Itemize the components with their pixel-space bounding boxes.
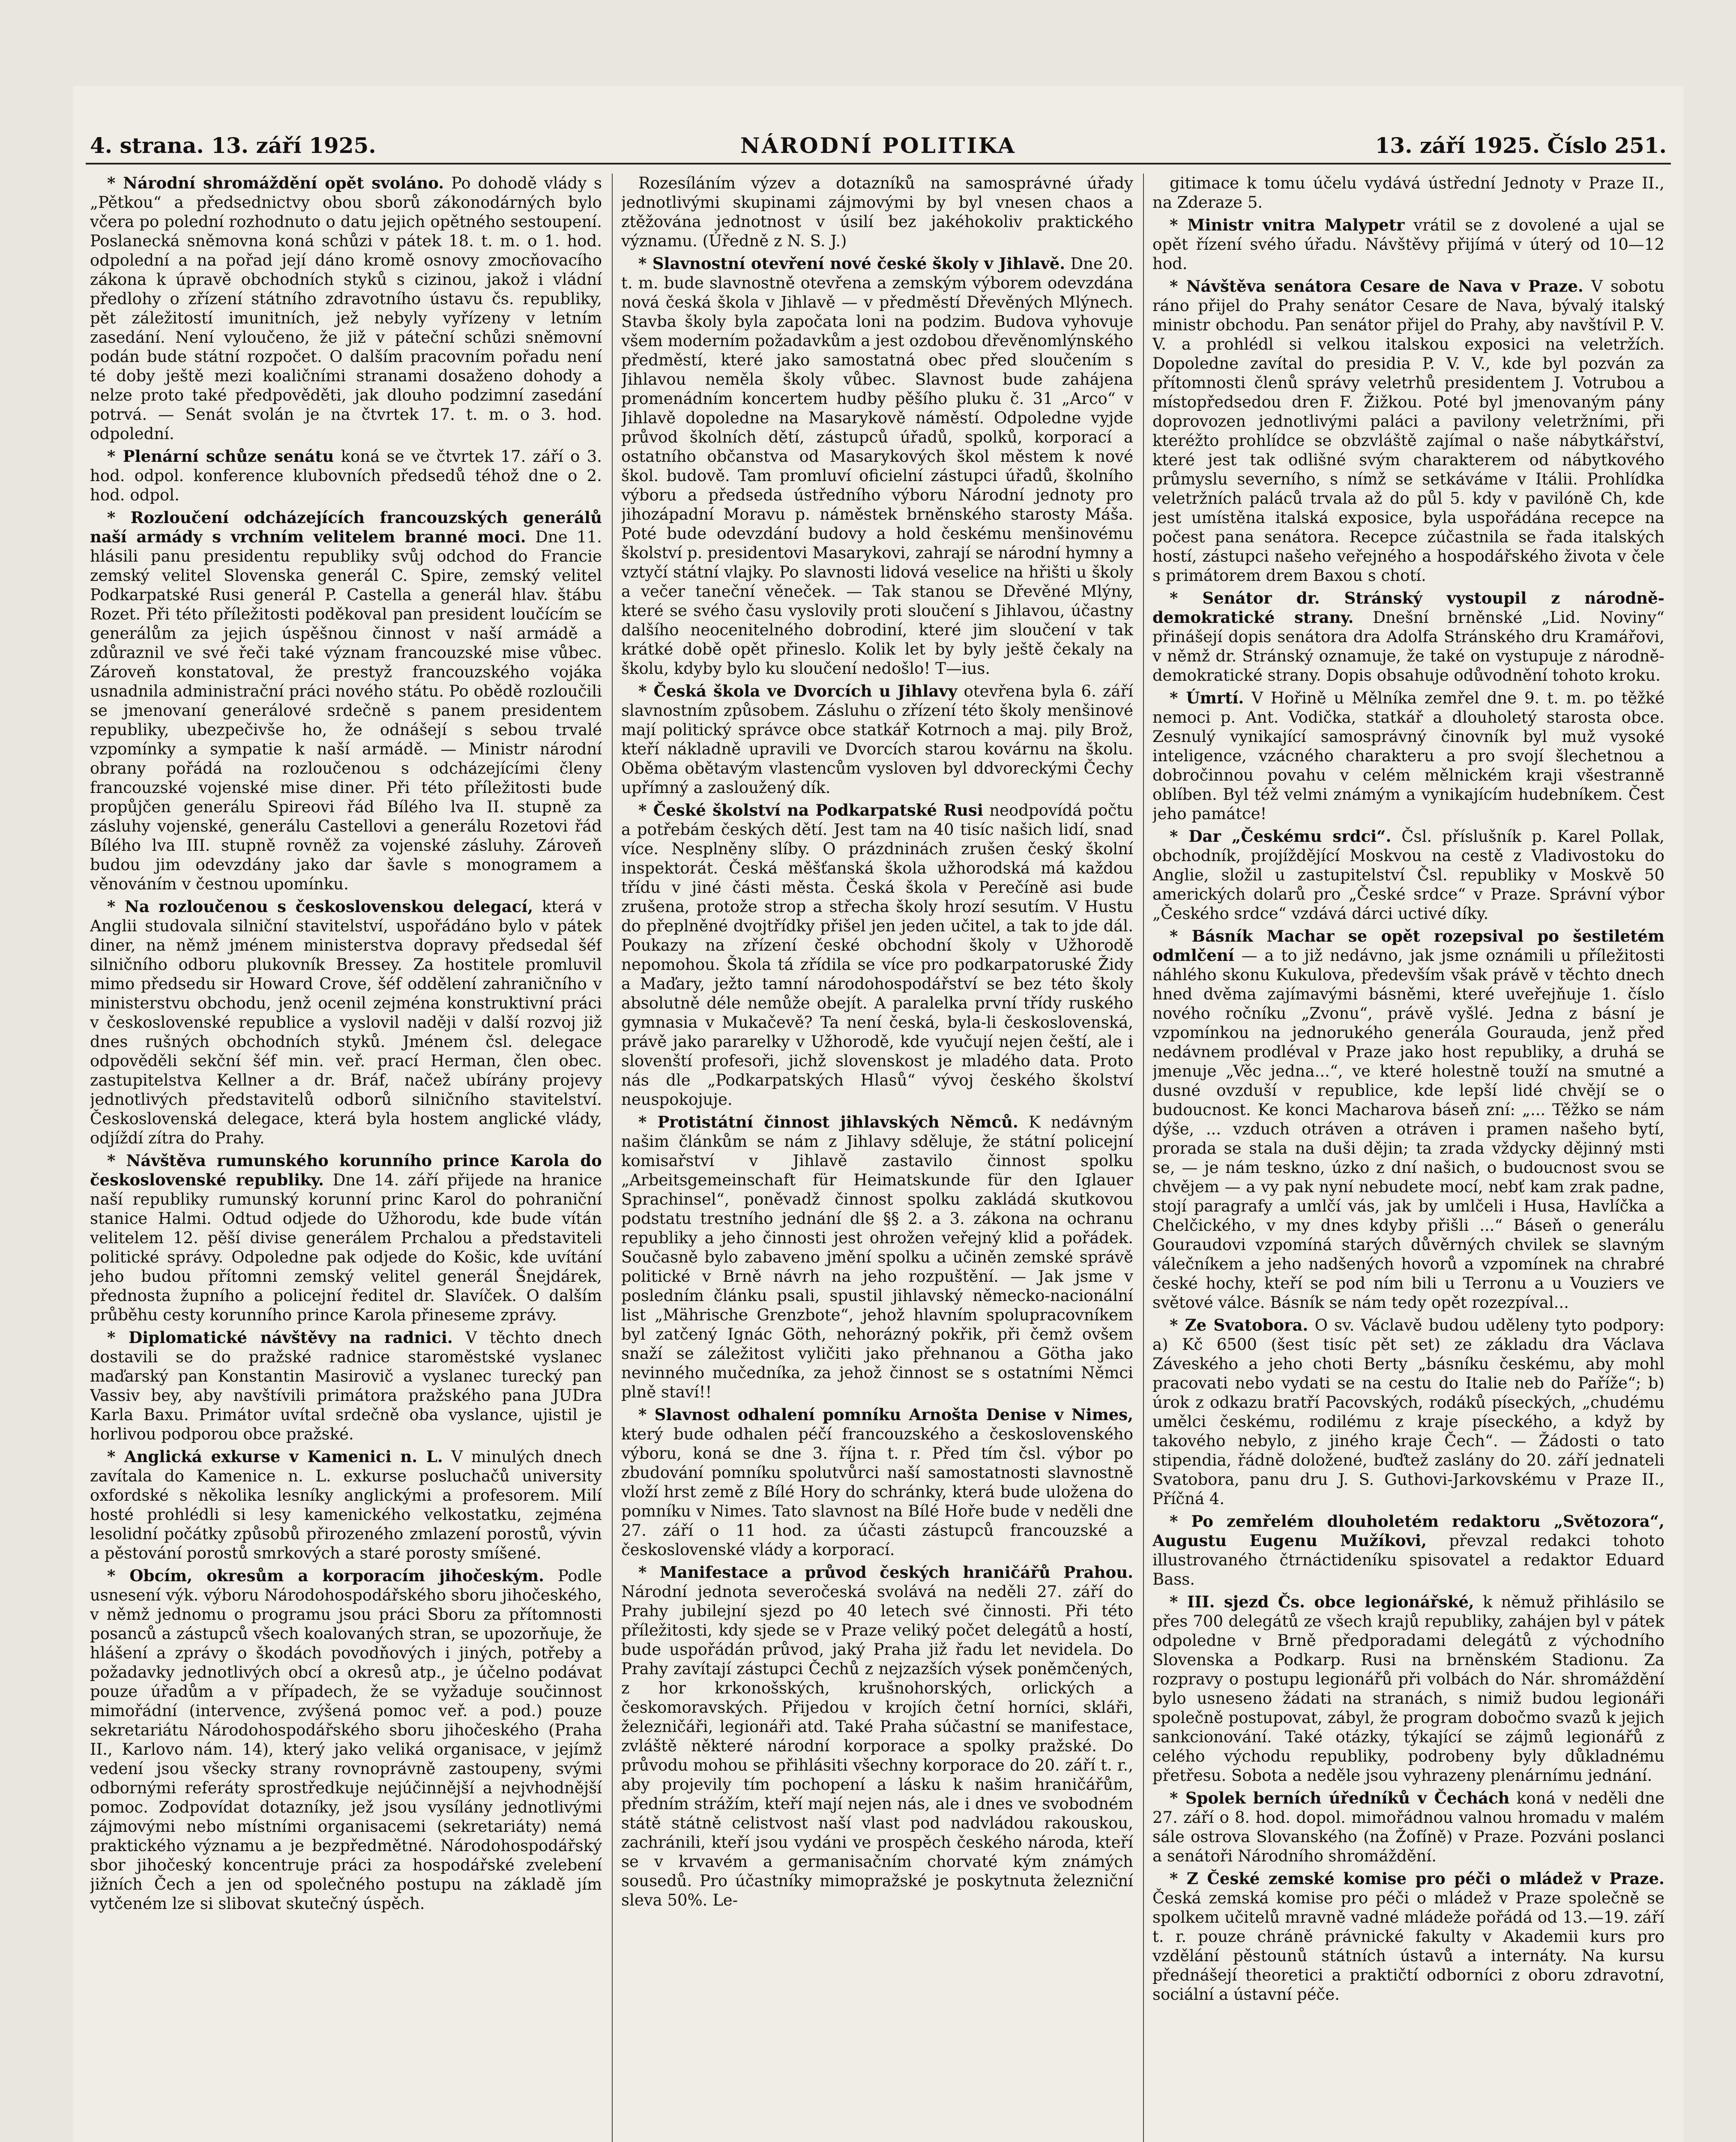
article-body: vrátil se z dovolené a ujal se opět řízení svého úřadu. Návštěvy přijímá v úterý od 10—12 hod. [1152,216,1664,273]
article [90,1566,602,1913]
article-body: který bude odhalen péčí francouzského a československého výboru, koná se dne 3. října t. r. Před tím čsl. výbor po zbudování pomníku spolutvůrci naší samostatnosti slavnostně vloží hrst země z Bílé Hory do schránky, která bude uložena do pomníku v Nimes. Tato slavnost na Bílé Hoře bude v neděli dne 27. září o 11 hod. za účasti zástupců francouzské a československé vlády a korporací. [621,1425,1133,1559]
article [1152,589,1664,685]
article-body: — a to již nedávno, jak jsme oznámili u příležitosti náhlého skonu Kukulova, především však právě v těchto dnech hned dvěma zajímavými básněmi, které uveřejňuje 1. číslo nového ročníku „Zvonu“, právě vyšlé. Jedna z básní je vzpomínkou na jednorukého generála Gourauda, jenž před nedávnem prodléval v Praze jako host republiky, a druhá se jmenuje „Věc jedna...“, ve které holestně touží na smutné a dusné ovzduší v republice, kde lepší lidé chvějí se o budoucnost. Ke konci Macharova báseň zní: „... Těžko se nám dýše, ... vzduch otráven a otráven i pramen našeho bytí, prorada se stala na duši dějin; ta zrada vždycky dějinný msti se, — je nám teskno, úzko z dní našich, o budoucnost svou se chvějem — a vy pak nyní nebudete mocí, nebť kam zrak padne, stojí paragrafy a umlčí vás, jak by umlčeli i Husa, Havlíčka a Chelčického, v my dnes kdyby přišli ...“ Báseň o generálu Gouraudovi vzpomíná starých důvěrných chvilek se slavným válečníkem a jeho nadšených hovorů a vzpomínek na chrabré české hochy, kteří se pod ním bili u Terronu a u Vouziers ve světové válce. Básník se nám tedy opět rozezpíval... [1152,946,1664,1312]
article-headline: * Anglická exkurse v Kamenici n. L. [107,1447,443,1466]
article [1152,688,1664,823]
newspaper-page [73,86,1684,2142]
article-headline: * Senátor dr. Stránský vystoupil z národně-demokratické strany. [1152,589,1664,627]
article [90,1151,602,1325]
article-body: k němuž přihlásilo se přes 700 delegátů ze všech krajů republiky, zahájen byl v pátek odpoledne v Brně předporadami delegátů z východního Slovenska a Podkarp. Rusi na brněnském Stadionu. Za rozpravy o postupu legionářů při volbách do Nár. shromáždění bylo usneseno žádati na stranách, s nimiž budou legionáři společně postupovat, zábyl, že program dobočmo svazů k jejich sankcionování. Také otázky, týkající se zájmů legionářů z celého východu republiky, podrobeny byly důkladnému přetřesu. Sobota a neděle jsou vyhrazeny plenárnímu jednání. [1152,1593,1664,1785]
article-headline: * Slavnost odhalení pomníku Arnošta Denise v Nimes, [638,1405,1133,1424]
article-headline: * Protistátní činnost jihlavských Němců. [638,1113,1018,1131]
article [621,1563,1133,1910]
article-body: Česká zemská komise pro péči o mládež v Praze společně se spolkem učitelů mravně vadné mládeže pořádá od 13.—19. září t. r. pouze chráně právnické fakulty v Akademii kurs pro vzdělání pěstounů státních ústavů a internáty. Na kursu přednášejí theoretici a praktičtí odborníci z oboru zdravotní, sociální a ústavní péče. [1152,1889,1664,2004]
article-body: V těchto dnech dostavili se do pražské radnice staroměstské vyslanec maďarský pan Konstantin Masirovič a vyslanec turecký pan Vassiv bey, aby navštívili primátora pražského pana JUDra Karla Baxu. Primátor uvítal srdečně oba vyslance, ujistil je horlivou podporou obce pražské. [90,1328,602,1443]
article [1152,1316,1664,1508]
article [1152,277,1664,585]
article-body: O sv. Václavě budou uděleny tyto podpory: a) Kč 6500 (šest tisíc pět set) ze základu dra Václava Záveského a jeho choti Berty „básníku českému, aby mohl pracovati nebo vydati se na cestu do Italie neb do Paříže“; b) úrok z odkazu bratří Pacovských, rodáků píseckých, „chudému umělci českému, rodilému z kraje píseckého, a když by takového nebylo, z jiného kraje Čech“. — Žádosti o tato stipendia, řádně doložené, buďtež zaslány do 20. září jednateli Svatobora, panu dru J. S. Guthovi-Jarkovskému v Praze II., Příčná 4. [1152,1316,1664,1508]
masthead [73,133,1684,167]
article-headline: * Z České zemské komise pro péči o mládež v Praze. [1170,1869,1664,1888]
article [1152,927,1664,1312]
article-body: V sobotu ráno přijel do Prahy senátor Cesare de Nava, bývalý italský ministr obchodu. Pan senátor přijel do Prahy, aby navštívil P. V. V. a prohlédl si velkou italskou exposici na veletržích. Dopoledne zavítal do presidia P. V. V., kde byl pozván za přítomnosti členů správy veletrhů presidentem J. Votrubou a místopředsedou dren F. Žižkou. Poté byl jmenovaným pány doprovozen jednotlivými paláci a pavilony veletržními, při kteréžto prohlídce se obzvláště zajímal o naše nábytkářství, které jest tak odlišné svým charakterem od nábytkového průmyslu severního, s nímž se setkáváme v Itálii. Prohlídka veletržních paláců trvala až do půl 5. kdy v pavilóně Ch, kde jest umístěna italská exposice, byla uspořádána recepce na počest pana senátora. Recepce zúčastnila se řada italských hostí, zástupci našeho veřejného a hospodářského života v čele s primátorem drem Baxou s chotí. [1152,277,1664,585]
article-body: Podle usnesení výk. výboru Národohospodářského sboru jihočeského, v němž jednomu o programu jsou práci Sboru za přítomnosti posanců a zástupců všech koalovaných stran, se upozorňuje, že hlášení a zprávy o škodách povodňových i jiných, potřeby a požadavky jednotlivých obcí a okresů atp., je účelno podávat pouze úřadům a v případech, že se vyžaduje součinnost mimořádní (intervence, zvýšená pomoc veř. a pod.) pouze sekretariátu Národohospodářského sboru jihočeského (Praha II., Karlovo nám. 14), který jako veliká organisace, v jejímž vedení jsou všecky strany rovnoprávně zastoupeny, svými odbornými referáty sprostředkuje nejúčinnější a nejvhodnější pomoc. Zodpovídat dotazníky, jež jsou vysílány jednotlivými zájmovými nebo místními organisacemi (sekretariáty) nemá praktického významu a je bezpředmětné. Národohospodářský sbor jihočeský koncentruje práci za hospodářské zvelebení jižních Čech a jen od společného postupu na základě jím vytčeném lze si slibovat skutečný úspěch. [90,1567,602,1913]
article-headline: * Úmrtí. [1170,688,1244,707]
article-headline: * Ze Svatobora. [1170,1316,1308,1334]
article-body: Dnešní brněnské „Lid. Noviny“ přinášejí dopis senátora dra Adolfa Stránského dru Kramářovi, v němž dr. Stránský oznamuje, že také on vystupuje z národně-demokratické strany. Dopis obsahuje odůvodnění tohoto kroku. [1152,608,1664,685]
article [90,174,602,443]
column-3 [1152,174,1664,2142]
article-body: K nedávným našim článkům se nám z Jihlavy sděluje, že státní policejní komisařství v Jihlavě zastavilo činnost spolku „Arbeitsgemeinschaft für Heimatskunde für den Iglauer Sprachinsel“, poněvadž činnost spolku zakládá skutkovou podstatu trestního jednání dle §§ 2. a 3. zákona na ochranu republiky a jeho činnosti jest ohrožen veřejný klid a pořádek. Současně bylo zabaveno jmění spolku a učiněn zemské správě politické v Brně návrh na jeho rozpuštění. — Jak jsme v posledním článku psali, spustil jihlavský německo-nacionální list „Mährische Grenzbote“, jehož hlavním spolupracovníkem byl zatčený Ignác Göth, nehorázný pokřik, při čemž ovšem snaží se záležitost vyličiti jako přehnanou a Götha jako nevinného mučedníka, za jehož činnost se s ostatními Němci plně staví!! [621,1113,1133,1401]
article-body: koná se ve čtvrtek 17. září o 3. hod. odpol. konference klubovních předsedů téhož dne o 2. hod. odpol. [90,447,602,504]
article-headline: * Plenární schůze senátu [107,447,334,466]
article-headline: * Návštěva senátora Cesare de Nava v Praze. [1170,277,1583,296]
article [90,897,602,1148]
article-headline: * Po zemřelém dlouholetém redaktoru „Světozora“, Augustu Eugenu Mužíkovi, [1152,1512,1664,1550]
article [621,1113,1133,1402]
article [621,174,1133,251]
article-body: neodpovídá počtu a potřebám českých dětí. Jest tam na 40 tisíc našich lidí, snad více. Nesplněny slíby. O prázdninách zrušen český školní inspektorát. Česká měšťanská škola užhorodská má každou třídu v jiné části města. Česká škola v Perečíně asi bude zrušena, protože strop a střecha školy hrozí sesutím. V Hustu do přeplněné dvojtřídky přišel jen jeden učitel, a tak to jde dál. Poukazy na zřízení české obchodní školy v Užhorodě nepomohou. Škola tá zřídila se více pro podkarpatoruské Židy a Maďary, ježto tamní národohospodářství se bez této školy absolutně déle nemůže obejít. A paralelka první třídy ruského gymnasia v Mukačevě? Ta není česká, byla-li československá, právě jako pararelky v Užhorodě, kde vyučují nejen čeští, ale i slovenští profesoři, jichž slovenskost je mladého data. Proto nás dle „Podkarpatských Hlasů“ vývoj českého školství neuspokojuje. [621,801,1133,1109]
article-headline: * Ministr vnitra Malypetr [1170,215,1405,234]
article [621,254,1133,678]
newspaper-title: NÁRODNÍ POLITIKA [740,133,1016,158]
article-body: Po dohodě vlády s „Pětkou“ a předsednictvy obou sborů zákonodárných bylo včera po polední rozhodnuto o datu jejich opětného sestoupení. Poslanecká sněmovna koná schůzi v pátek 18. t. m. o 1. hod. odpolední a na pořad její dáno kromě osnovy zmocňovacího zákona k úpravě obchodních styků s cizinou, jakož i vládní předlohy o zřízení státního zdravotního ústavu čs. republiky, pět záležitostí imunitních, jež nebyly vyřízeny v letním zasedání. Není vyloučeno, že již v páteční schůzi sněmovní podán bude státní rozpočet. O dalším pracovním pořadu není té doby ještě mezi koaličními stranami dosaženo dohody a nelze proto také předpověděti, jak dlouho podzimní zasedání potrvá. — Senát svolán je na čtvrtek 17. t. m. o 3. hod. odpolední. [90,174,602,443]
article-body: Dne 20. t. m. bude slavnostně otevřena a zemským výborem odevzdána nová česká škola v Jihlavě — v předměstí Dřevěných Mlýnech. Stavba školy byla započata loni na podzim. Budova vyhovuje všem moderním požadavkům a jest ozdobou dřevěnomlýnského předměstí, které jako samostatná obec před sloučením s Jihlavou neměla školy vůbec. Slavnost bude zahájena promenádním koncertem hudby pěšího pluku č. 31 „Arco“ v Jihlavě dopoledne na Masarykově náměstí. Odpoledne vyjde průvod školních dětí, zástupců úřadů, spolků, korporací a ostatního občanstva od Masarykových škol městem k nové škol. budově. Tam promluví oficielní zástupci úřadů, školního výboru a předseda ústředního výboru Národní jednoty pro jihozápadní Moravu p. náměstek brněnského starosty Máša. Poté bude odevzdání budovy a hold českému menšinovému školství p. presidentovi Masarykovi, zahrají se národní hymny a vztyčí státní vlajky. Po slavnosti lidová veselice na hřišti u školy a večer taneční věneček. — Tak stanou se Dřevěné Mlýny, které se svého času vyslovily proti sloučení s Jihlavou, účastny dalšího neocenitelného dobrodiní, které jim sloučení v tak krátké době opět přineslo. Kolik let by byly ještě čekaly na školu, kdyby bylo ku sloučení nedošlo! T—ius. [621,254,1133,678]
article [90,447,602,505]
article [1152,1869,1664,2004]
article-headline: * Obcím, okresům a korporacím jihočeským. [107,1566,545,1585]
article-headline: * Národní shromáždění opět svoláno. [107,174,444,192]
article-headline: * III. sjezd Čs. obce legionářské, [1170,1592,1474,1611]
article-body: V Hořině u Mělníka zemřel dne 9. t. m. po těžké nemoci p. Ant. Vodička, statkář a dlouholetý starosta obce. Zesnulý vynikající samosprávný činovník byl muž vysoké inteligence, vzácného charakteru a pro svojí šlechetnou a dobročinnou povahu v celém mělnickém kraji všestranně oblíben. Byl též velmi známým a vynikajícím hudebníkem. Čest jeho památce! [1152,689,1664,823]
article [621,801,1133,1109]
article-headline: * Slavnostní otevření nové české školy v Jihlavě. [638,254,1066,273]
article [1152,1592,1664,1785]
article-headline: * Na rozloučenou s československou delegací, [107,897,533,916]
column-divider [1143,174,1144,2142]
article [1152,1512,1664,1589]
article [1152,827,1664,923]
article-headline: * Dar „Českému srdci“. [1170,827,1392,846]
article-body: otevřena byla 6. září slavnostním způsobem. Zásluhu o zřízení této školy menšinové mají politický správce obce statkář Kotrnoch a maj. pily Brož, kteří nákladně upravili ve Dvorcích starou kovárnu na školu. Oběma obětavým vlastencům vysloven byl ddvoreckými Čechy upřímný a zasloužený dík. [621,682,1133,797]
issue-number: 13. září 1925. Číslo 251. [1375,133,1667,158]
article-body: V minulých dnech zavítala do Kamenice n. L. exkurse posluchačů university oxfordské s několika lesníky anglickými a profesorem. Milí hosté prohlédli si lesy kamenického velkostatku, zejména lesolidní počátky způsobů přirozeného zmlazení porostů, vývin a pěstování porostů smrkových a staré porosty smíšené. [90,1448,602,1562]
article [90,1328,602,1444]
article-body: koná v neděli dne 27. září o 8. hod. dopol. mimořádnou valnou hromadu v malém sále ostrova Slovanského (na Žofíně) v Praze. Pozváni poslanci a senátoři Národního shromáždění. [1152,1789,1664,1865]
article-headline: * Návštěva rumunského korunního prince Karola do československé republiky. [90,1151,602,1189]
article-headline: * Diplomatické návštěvy na radnici. [107,1328,453,1347]
article [621,682,1133,797]
article-headline: * Manifestace a průvod českých hraničářů Prahou. [638,1563,1133,1582]
columns [90,174,1667,2142]
article [90,1447,602,1563]
article-body: Národní jednota severočeská svolává na neděli 27. září do Prahy jubilejní sjezd po 40 letech své činnosti. Při této příležitosti, kdy sjede se v Praze veliký počet delegátů a hostí, bude uspořádán průvod, jaký Praha již řadu let nevidela. Do Prahy zavítají zástupci Čechů z nejzazších výsek poněmčených, z hor krkonošských, krušnohorských, orlických a českomoravských. Přijedou v krojích četní horníci, skláři, železničáři, legionáři atd. Také Praha súčastní se manifestace, zvláště některé národní korporace a spolky pražské. Do průvodu mohou se přihlásiti všechny korporace do 20. září t. r., aby projevily tím pochopení a lásku k našim hraničářům, předním strážím, kteří mají nejen nás, ale i dnes ve svobodném státě státně celistvost naší vlast pod nadvládou rakouskou, zachránili, kteří jsou vydáni ve prospěch českého národa, kteří se v krvavém a germanisačním chorvaté kým známých sousedů. Pro účastníky mimopražské je poskytnuta železniční sleva 50%. Le- [621,1583,1133,1909]
page-date-left: 4. strana. 13. září 1925. [90,133,376,158]
article [1152,215,1664,273]
article-headline: * Básník Machar se opět rozepsival po šestiletém odmlčení [1152,927,1664,965]
article-headline: * Česká škola ve Dvorcích u Jihlavy [638,682,958,700]
header-rule [86,163,1671,165]
article [90,508,602,894]
article-body: která v Anglii studovala silniční stavitelství, uspořádáno bylo v pátek diner, na němž jménem ministerstva dopravy předsedal šéf silničního odboru plukovník Bressey. Za hostitele promluvil mimo předsedu sir Howard Crove, šéf oddělení zahraničního v ministerstvu obchodu, jenž ocenil zejména konstruktivní práci v československé republice a vyslovil naději v další rozvoj již dnes rušných obchodních styků. Jménem čsl. delegace odpověděli sekční šéf min. veř. prací Herman, člen obec. zastupitelstva Kellner a dr. Bráf, načež ubírány projevy jednotlivých představitelů odborů silničního stavitelství. Československá delegace, která byla hostem anglické vlády, odjíždí zítra do Prahy. [90,897,602,1147]
article [1152,1789,1664,1866]
article-body: Dne 14. září přijede na hranice naší republiky rumunský korunní princ Karol do pohraniční stanice Halmi. Odtud odjede do Užhorodu, kde bude vítán velitelem 12. pěší divise generálem Prchalou a představiteli politické správy. Odpoledne pak odjede do Košic, kde uvítání jeho budou přítomni zemský velitel generál Šnejdárek, přednosta župního a policejní ředitel dr. Slavíček. O dalším průběhu cesty korunního prince Karola přineseme zprávy. [90,1171,602,1324]
article-body: Dne 11. hlásili panu presidentu republiky svůj odchod do Francie zemský velitel Slovenska generál C. Spire, zemský velitel Podkarpatské Rusi generál P. Castella a generál hlav. štábu Rozet. Při této příležitosti poděkoval pan president loučícím se generálům za jejich úspěšnou činnost v naší armádě a zdůraznil ve své řeči také význam francouzské mise vůbec. Zároveň konstatoval, že prestyž francouzského vojáka usnadnila administrační práci nového státu. Po obědě rozloučili se jmenovaní generálové srdečně s panem presidentem republiky, ubezpečivše ho, že odnášejí s sebou trvalé vzpomínky a sympatie k naší armádě. — Ministr národní obrany pořádá na rozloučenou s odcházejícími členy francouzské vojenské mise diner. Při této příležitosti bude propůjčen generálu Spireovi řád Bílého lva II. stupně za zásluhy vojenské, generálu Castellovi a generálu Rozetovi řád Bílého lva III. stupně rovněž za vojenské zásluhy. Zároveň budou jim odevzdány jako dar šavle s monogramem a věnováním v čestnou upomínku. [90,528,602,893]
article-body: gitimace k tomu účelu vydává ústřední Jednoty v Praze II., na Zderaze 5. [1152,174,1664,212]
article-headline: * Spolek berních úředníků v Čechách [1170,1789,1510,1807]
column-2 [621,174,1133,2142]
article-headline: * Rozloučení odcházejících francouzských generálů naší armády s vrchním velitelem branné moci. [90,508,602,546]
article-body: Rozesíláním výzev a dotazníků na samosprávné úřady jednotlivými skupinami zájmovými by byl vnesen chaos a ztěžována jednotnost v úsilí bez jakéhokoliv praktického významu. (Úředně z N. S. J.) [621,174,1133,250]
column-divider [612,174,613,2142]
article-headline: * České školství na Podkarpatské Rusi [638,801,983,820]
article [1152,174,1664,212]
article-body: převzal redakci tohoto illustrovaného čtrnáctideníku spisovatel a redaktor Eduard Bass. [1152,1532,1664,1589]
article-body: Čsl. příslušník p. Karel Pollak, obchodník, projíždějící Moskvou na cestě z Vladivostoku do Anglie, složil u zastupitelství Čsl. republiky v Moskvě 50 amerických dolarů pro „České srdce“ v Praze. Správní výbor „Českého srdce“ vzdává dárci uctivé díky. [1152,827,1664,923]
article [621,1405,1133,1559]
column-1 [90,174,602,2142]
